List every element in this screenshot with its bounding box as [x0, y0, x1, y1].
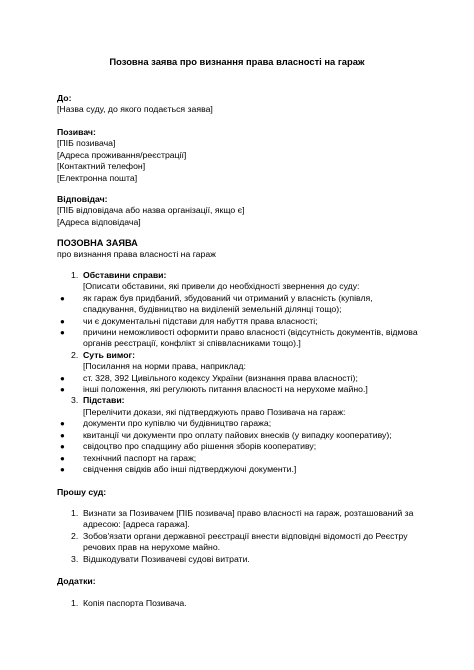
bullet-text: свідоцтво про спадщину або рішення зборів кооперативу;: [83, 441, 317, 452]
list-item: [57, 327, 437, 350]
bullet-text: технічний паспорт на гараж;: [83, 452, 197, 463]
list-item: [57, 441, 437, 452]
bullet-icon: ●: [60, 419, 65, 429]
claim-heading: ПОЗОВНА ЗАЯВА: [57, 238, 138, 248]
list-item: [57, 384, 437, 395]
attachments-heading: Додатки:: [57, 576, 96, 586]
bullet-text: причини неможливості оформити право власності (відсутність документів, відмова органів реєстрації, конфлікт зі співвласниками тощо).]: [83, 327, 418, 349]
bullet-text: квитанції чи документи про оплату пайових внесків (у випадку кооперативу);: [83, 429, 392, 440]
item-number: 1.: [71, 598, 79, 608]
attachments-list-block: [57, 598, 437, 609]
section-intro: [Перелічити докази, які підтверджують право Позивача на гараж:: [83, 406, 346, 417]
bullet-text: ст. 328, 392 Цивільного кодексу України (визнання права власності);: [83, 372, 358, 383]
section-title: Підстави:: [83, 395, 125, 406]
section-bullets: [57, 373, 437, 396]
list-item: [57, 316, 437, 327]
bullet-icon: ●: [60, 464, 65, 474]
bullet-icon: ●: [60, 373, 65, 383]
document-title: Позовна заява про визнання права власності на гараж: [109, 56, 365, 67]
item-number: 1.: [71, 508, 79, 518]
bullet-text: чи є документальні підстави для набуття права власності;: [83, 315, 318, 326]
to-label: До:: [57, 93, 72, 103]
section-number: 3.: [71, 395, 79, 406]
list-item: [57, 293, 437, 316]
plaintiff-address: [Адреса проживання/реєстрації]: [57, 149, 187, 160]
section-bullets: [57, 418, 437, 475]
bullet-text: як гараж був придбаний, збудований чи отриманий у власність (купівля, спадкування, будівництво на виділеній земельній ділянці тощо);: [83, 292, 373, 315]
section-intro: [Описати обставини, які привели до необхідності звернення до суду:: [83, 281, 360, 292]
item-text: Відшкодувати Позивачеві судові витрати.: [83, 553, 250, 564]
defendant-block: [57, 194, 437, 228]
section-number: 2.: [71, 349, 79, 360]
plaintiff-email: [Електронна пошта]: [57, 172, 138, 183]
list-item: [57, 554, 437, 565]
list-item: [57, 464, 437, 475]
court-name: [Назва суду, до якого подається заява]: [57, 104, 213, 115]
sections-list: [57, 270, 437, 475]
list-item: [57, 531, 437, 554]
item-number: 2.: [71, 530, 79, 541]
list-item: [57, 373, 437, 384]
plaintiff-block: [57, 127, 437, 184]
section-title: Суть вимог:: [83, 349, 136, 360]
section-title: Обставини справи:: [83, 270, 167, 280]
list-item: [57, 430, 437, 441]
plaintiff-phone: [Контактний телефон]: [57, 161, 146, 172]
list-item: [57, 598, 437, 609]
defendant-label: Відповідач:: [57, 194, 108, 204]
bullet-text: інші положення, які регулюють питання власності на нерухоме майно.]: [83, 384, 368, 395]
list-item: [57, 508, 437, 531]
claim-heading-block: [57, 238, 437, 261]
requests-heading-block: [57, 487, 437, 498]
section-circumstances: [57, 270, 437, 281]
list-item: [57, 453, 437, 464]
requests-heading: Прошу суд:: [57, 487, 107, 497]
attachments-heading-block: [57, 576, 437, 587]
item-number: 3.: [71, 553, 79, 564]
section-number: 1.: [71, 270, 79, 280]
attachments-list: [57, 598, 437, 609]
claim-sections: [57, 270, 437, 475]
section-intro: [Посилання на норми права, наприклад:: [83, 361, 246, 372]
bullet-icon: ●: [60, 442, 65, 452]
bullet-icon: ●: [60, 430, 65, 440]
defendant-address: [Адреса відповідача]: [57, 216, 141, 227]
to-block: [57, 93, 437, 116]
list-item: [57, 418, 437, 429]
section-bullets: [57, 293, 437, 350]
claim-subheading: про визнання права власності на гараж: [57, 249, 216, 260]
requests-list: [57, 508, 437, 565]
plaintiff-name: [ПІБ позивача]: [57, 138, 116, 149]
bullet-icon: ●: [60, 453, 65, 463]
defendant-name: [ПІБ відповідача або назва організації, якщо є]: [57, 205, 245, 216]
bullet-icon: ●: [60, 328, 65, 338]
item-text: Визнати за Позивачем [ПІБ позивача] право власності на гараж, розташований за адресою: [адреса гаража].: [83, 508, 414, 530]
bullet-icon: ●: [60, 293, 65, 303]
requests-list-block: [57, 508, 437, 565]
bullet-text: документи про купівлю чи будівництво гаража;: [83, 418, 272, 429]
item-text: Копія паспорта Позивача.: [83, 598, 187, 608]
section-claims: [57, 350, 437, 361]
bullet-icon: ●: [60, 385, 65, 395]
bullet-icon: ●: [60, 316, 65, 326]
bullet-text: свідчення свідків або інші підтверджуючі документи.]: [83, 463, 297, 474]
item-text: Зобов'язати органи державної реєстрації внести відповідні відомості до Реєстру речових прав на нерухоме майно.: [83, 530, 408, 553]
plaintiff-label: Позивач:: [57, 127, 96, 137]
section-grounds: [57, 395, 437, 406]
